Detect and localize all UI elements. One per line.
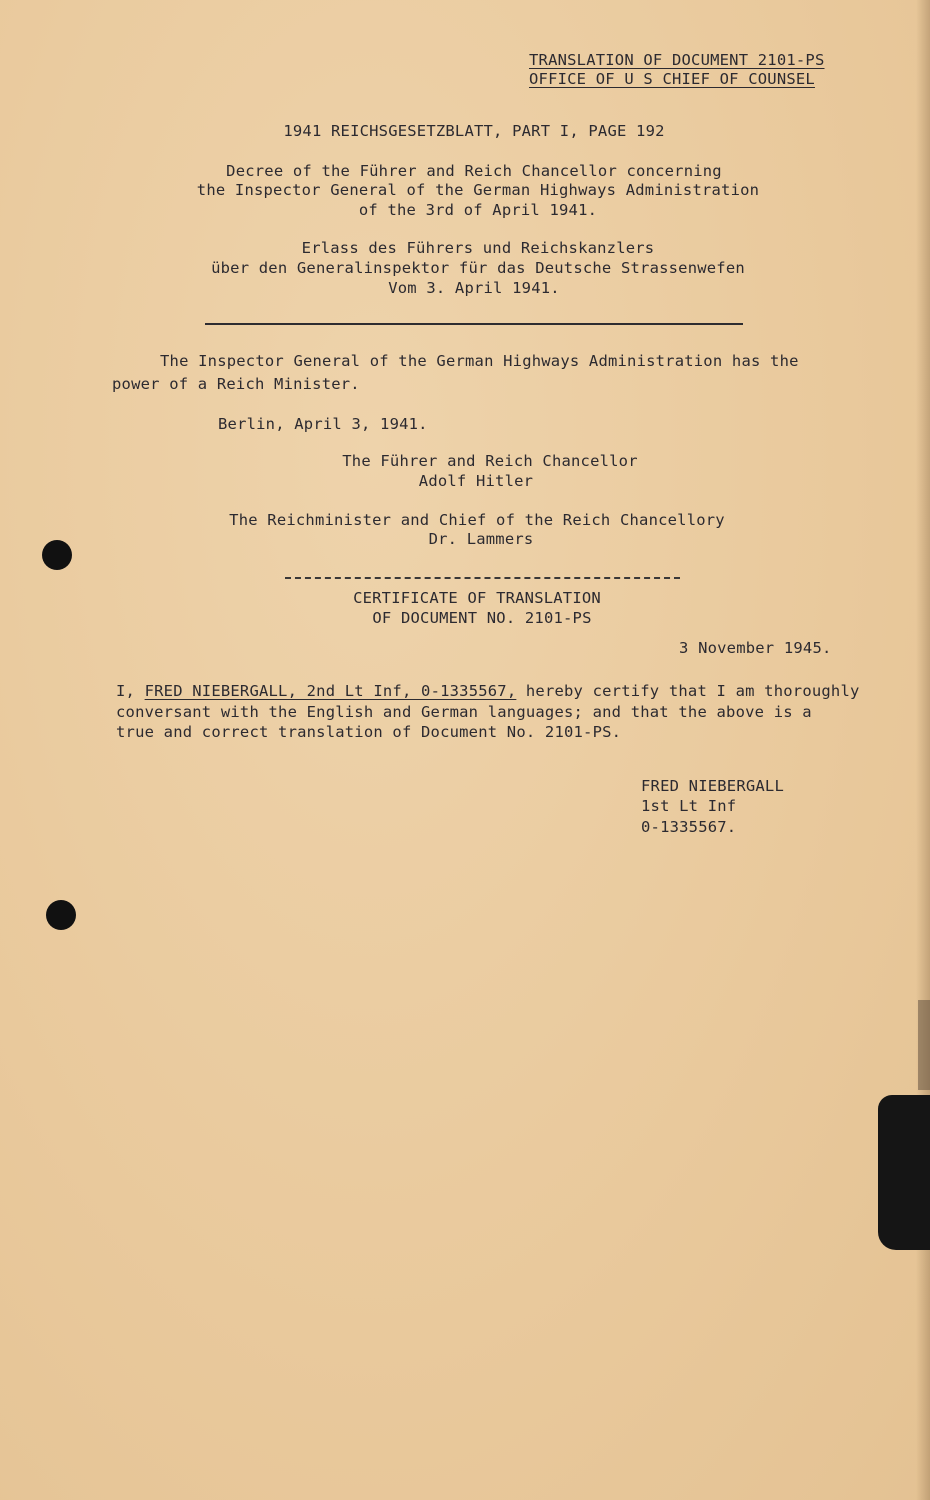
place-date: Berlin, April 3, 1941. (218, 415, 428, 433)
decree-english-line-1: Decree of the Führer and Reich Chancellor concerning (226, 162, 722, 180)
certificate-prefix: I, (116, 682, 145, 700)
decree-german-line-3: Vom 3. April 1941. (388, 279, 560, 297)
body-line-2: power of a Reich Minister. (112, 375, 360, 393)
signatory-1-name: Adolf Hitler (418, 472, 534, 490)
header-line-1 (529, 50, 825, 70)
certificate-text-line-1 (116, 681, 860, 701)
signatory-1-title: The Führer and Reich Chancellor (342, 452, 638, 470)
dashed-divider (285, 577, 680, 579)
header-translation: TRANSLATION OF DOCUMENT 2101-PS (529, 51, 825, 69)
certificate-text-line-2: conversant with the English and German languages; and that the above is a (116, 703, 812, 721)
signatory-2-title: The Reichminister and Chief of the Reich Chancellory (229, 511, 725, 529)
decree-german-line-2: über den Generalinspektor für das Deutsche Strassenwefen (211, 259, 745, 277)
punch-hole-bottom (46, 900, 76, 930)
certificate-heading-1: CERTIFICATE OF TRANSLATION (353, 589, 601, 607)
signatory-2-name: Dr. Lammers (428, 530, 534, 548)
certificate-heading-2: OF DOCUMENT NO. 2101-PS (372, 609, 592, 627)
paper-edge-wear (918, 1000, 930, 1090)
decree-german-line-1: Erlass des Führers und Reichskanzlers (301, 239, 655, 257)
decree-english-line-2: the Inspector General of the German Highways Administration (196, 181, 760, 199)
punch-hole-top (42, 540, 72, 570)
translator-identification: FRED NIEBERGALL, 2nd Lt Inf, 0-1335567, (144, 682, 517, 700)
header-office: OFFICE OF U S CHIEF OF COUNSEL (529, 70, 815, 88)
certificate-date: 3 November 1945. (679, 639, 832, 657)
section-divider (205, 323, 743, 325)
paper-tear (878, 1095, 930, 1250)
signature-serial: 0-1335567. (641, 818, 737, 836)
body-line-1: The Inspector General of the German Highways Administration has the (160, 352, 799, 370)
certificate-line-1-rest: hereby certify that I am thoroughly (516, 682, 860, 700)
signature-name: FRED NIEBERGALL (641, 777, 784, 795)
signature-rank: 1st Lt Inf (641, 797, 737, 815)
decree-english-line-3: of the 3rd of April 1941. (358, 201, 598, 219)
paper-edge-shadow (916, 0, 930, 1500)
certificate-text-line-3: true and correct translation of Document No. 2101-PS. (116, 723, 622, 741)
header-line-2 (529, 69, 815, 89)
source-reference: 1941 REICHSGESETZBLATT, PART I, PAGE 192 (283, 122, 665, 140)
